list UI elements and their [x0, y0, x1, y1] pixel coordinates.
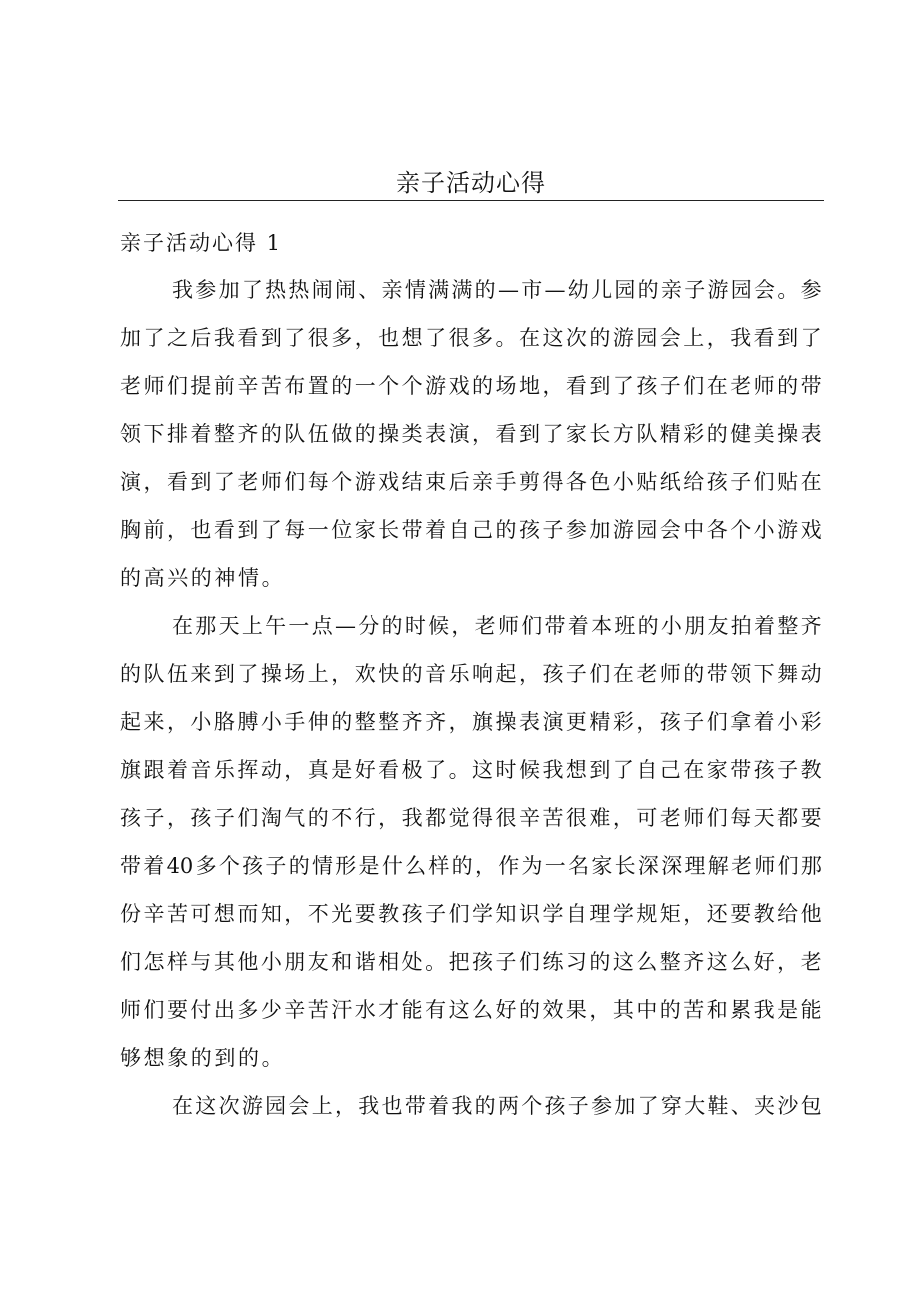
text-line: 够想象的到的。 — [120, 1046, 286, 1070]
text-line: 演 ， 看 到 了 老 师 们 每 个 游 戏 结 束 后 亲 手 剪 得 各 色 小 贴 纸 给 孩 子 们 贴 在 — [120, 470, 822, 494]
text-line: 的高兴的神情。 — [120, 566, 286, 590]
text-line: 加 了 之 后 我 看 到 了 很 多 ， 也 想 了 很 多 。 在 这 次 的 游 园 会 上 ， 我 看 到 了 — [120, 326, 822, 350]
text-line: 老 师 们 提 前 辛 苦 布 置 的 一 个 个 游 戏 的 场 地 ， 看 到 了 孩 子 们 在 老 师 的 带 — [120, 374, 822, 398]
title-divider — [118, 200, 824, 201]
text-line: 我 参 加 了 热 热 闹 闹 、 亲 情 满 满 的 — 市 — 幼 儿 园 的 亲 子 游 园 会 。 参 — [172, 278, 822, 302]
text-line: 在 那 天 上 午 一 点 — 分 的 时 候 ， 老 师 们 带 着 本 班 的 小 朋 友 拍 着 整 齐 — [172, 614, 822, 638]
text-line: 领 下 排 着 整 齐 的 队 伍 做 的 操 类 表 演 ， 看 到 了 家 长 方 队 精 彩 的 健 美 操 表 — [120, 422, 822, 446]
text-line: 旗 跟 着 音 乐 挥 动 ， 真 是 好 看 极 了 。 这 时 候 我 想 到 了 自 己 在 家 带 孩 子 教 — [120, 758, 822, 782]
paragraph-1 — [120, 266, 822, 602]
text-line: 师 们 要 付 出 多 少 辛 苦 汗 水 才 能 有 这 么 好 的 效 果 ， 其 中 的 苦 和 累 我 是 能 — [120, 998, 822, 1022]
text-line: 份 辛 苦 可 想 而 知 ， 不 光 要 教 孩 子 们 学 知 识 学 自 理 学 规 矩 ， 还 要 教 给 他 — [120, 902, 822, 926]
text-line: 孩 子 ， 孩 子 们 淘 气 的 不 行 ， 我 都 觉 得 很 辛 苦 很 难 ， 可 老 师 们 每 天 都 要 — [120, 806, 822, 830]
document-title: 亲子活动心得 — [396, 169, 546, 197]
section-heading: 亲子活动心得 1 — [120, 231, 283, 255]
paragraph-2 — [120, 602, 822, 1082]
text-line: 们 怎 样 与 其 他 小 朋 友 和 谐 相 处 。 把 孩 子 们 练 习 的 这 么 整 齐 这 么 好 ， 老 — [120, 950, 822, 974]
text-line: 胸 前 ， 也 看 到 了 每 一 位 家 长 带 着 自 己 的 孩 子 参 加 游 园 会 中 各 个 小 游 戏 — [120, 518, 822, 542]
paragraph-3 — [120, 1082, 822, 1130]
text-line: 起 来 ， 小 胳 膊 小 手 伸 的 整 整 齐 齐 ， 旗 操 表 演 更 精 彩 ， 孩 子 们 拿 着 小 彩 — [120, 710, 822, 734]
text-line: 在 这 次 游 园 会 上 ， 我 也 带 着 我 的 两 个 孩 子 参 加 了 穿 大 鞋 、 夹 沙 包 — [172, 1094, 822, 1118]
text-line: 的 队 伍 来 到 了 操 场 上 ， 欢 快 的 音 乐 响 起 ， 孩 子 们 在 老 师 的 带 领 下 舞 动 — [120, 662, 822, 686]
text-line: 带 着 40 多 个 孩 子 的 情 形 是 什 么 样 的 ， 作 为 一 名 家 长 深 深 理 解 老 师 们 那 — [120, 854, 822, 878]
